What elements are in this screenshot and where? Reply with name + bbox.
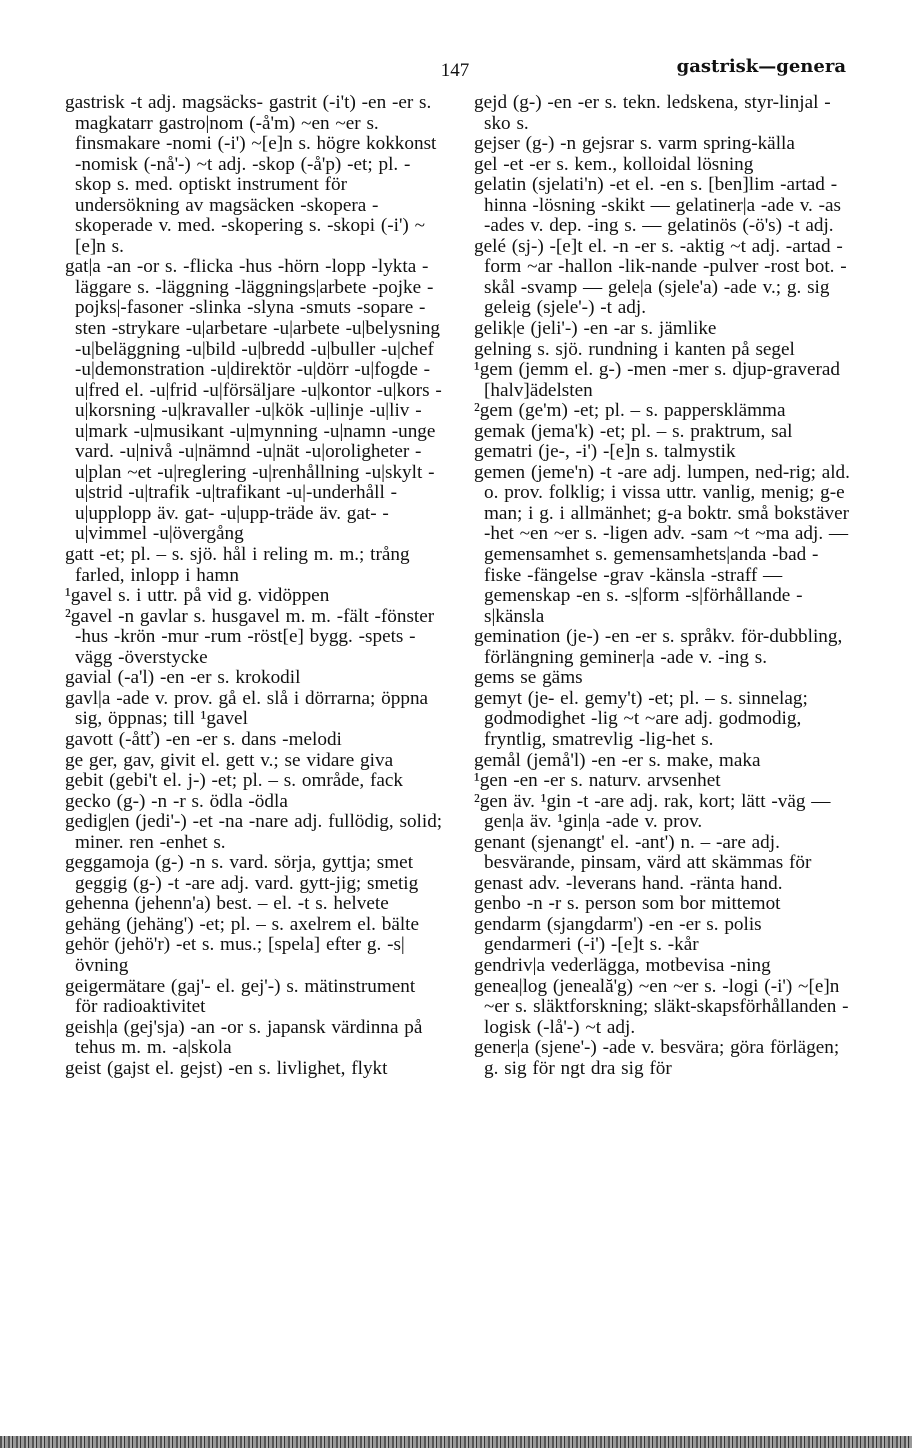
dictionary-entry: gel -et -er s. kem., kolloidal lösning xyxy=(474,153,754,175)
dictionary-entry: gavott (-åtť) -en -er s. dans -melodi xyxy=(65,728,342,750)
dictionary-entry: gejser (g-) -n gejsrar s. varm spring-källa xyxy=(474,133,795,155)
dictionary-entry: ¹gen -en -er s. naturv. arvsenhet xyxy=(474,770,721,792)
dictionary-entry: gemak (jema'k) -et; pl. – s. praktrum, sal xyxy=(474,420,793,442)
dictionary-entry: gatt -et; pl. – s. sjö. hål i reling m. m.; trång farled, inlopp i hamn xyxy=(65,544,410,586)
dictionary-entry: gelatin (sjelati'n) -et el. -en s. [ben]lim -artad -hinna -lösning -skikt — gelatiner|a -ade v. -as -ades v. dep. -ing s. — gelatinös (-ö's) -t adj. xyxy=(474,174,842,237)
dictionary-entry: gejd (g-) -en -er s. tekn. ledskena, styr-linjal -sko s. xyxy=(474,92,831,134)
dictionary-entry: ¹gavel s. i uttr. på vid g. vidöppen xyxy=(65,585,330,607)
dictionary-entry: gemyt (je- el. gemy't) -et; pl. – s. sinnelag; godmodighet -lig ~t ~are adj. godmodig, fryntlig, smatrevlig -lig-het s. xyxy=(474,687,808,750)
dictionary-entry: geist (gajst el. gejst) -en s. livlighet, flykt xyxy=(65,1057,388,1079)
running-head: gastrisk—genera xyxy=(676,56,846,77)
dictionary-entry: gemen (jeme'n) -t -are adj. lumpen, ned-rig; ald. o. prov. folklig; i vissa uttr. vanlig, menig; g-e man; i g. i allmänhet; g-a boktr. små bokstäver -het ~en ~er s. -ligen adv. -sam ~t ~ma adj. — gemensamhet s. gemensamhets|anda -bad -fiske -fängelse -grav -känsla -straff — gemenskap -en s. -s|form -s|förhållande -s|känsla xyxy=(474,461,850,627)
dictionary-entry: gastrisk -t adj. magsäcks- gastrit (-i't) -en -er s. magkatarr gastro|nom (-å'm) ~en ~er s. finsmakare -nomi (-i') ~[e]n s. högre kokkonst -nomisk (-nå'-) ~t adj. -skop (-å'p) -et; pl. -skop s. med. optiskt instrument för undersökning av magsäcken -skopera -skoperade v. med. -skopering s. -skopi (-i') ~[e]n s. xyxy=(65,92,437,257)
dictionary-entry: gendarm (sjangdarm') -en -er s. polis gendarmeri (-i') -[e]t s. -kår xyxy=(474,913,762,956)
dictionary-entry: ge ger, gav, givit el. gett v.; se vidare giva xyxy=(65,749,394,771)
dictionary-entry: gehäng (jehäng') -et; pl. – s. axelrem el. bälte xyxy=(65,913,420,935)
dictionary-entry: gemination (je-) -en -er s. språkv. för-dubbling, förlängning geminer|a -ade v. -ing s. xyxy=(474,626,843,668)
dictionary-entry: gelé (sj-) -[e]t el. -n -er s. -aktig ~t adj. -artad -form ~ar -hallon -lik-nande -pulver -rost bot. -skål -svamp — gele|a (sjele'a) -ade v.; g. sig geleig (sjele'-) -t adj. xyxy=(474,235,847,319)
dictionary-entry: ²gem (ge'm) -et; pl. – s. pappersklämma xyxy=(474,400,786,422)
page-number: 147 xyxy=(440,60,470,81)
dictionary-entry: gehenna (jehenn'a) best. – el. -t s. helvete xyxy=(65,893,389,915)
dictionary-entry: gemål (jemå'l) -en -er s. make, maka xyxy=(474,749,761,771)
left-column xyxy=(65,93,443,1079)
dictionary-entry: ²gen äv. ¹gin -t -are adj. rak, kort; lätt -väg — gen|a äv. ¹gin|a -ade v. prov. xyxy=(474,790,831,833)
dictionary-entry: gems se gäms xyxy=(474,667,583,689)
dictionary-entry: gecko (g-) -n -r s. ödla -ödla xyxy=(65,790,288,812)
dictionary-entry: ¹gem (jemm el. g-) -men -mer s. djup-graverad [halv]ädelsten xyxy=(474,359,840,401)
dictionary-entry: genast adv. -leverans hand. -ränta hand. xyxy=(474,872,783,894)
dictionary-entry: gedig|en (jedi'-) -et -na -nare adj. fullödig, solid; miner. ren -enhet s. xyxy=(65,811,443,853)
dictionary-entry: genbo -n -r s. person som bor mittemot xyxy=(474,893,781,915)
dictionary-entry: gelik|e (jeli'-) -en -ar s. jämlike xyxy=(474,318,717,340)
dictionary-entry: geggamoja (g-) -n s. vard. sörja, gyttja; smet geggig (g-) -t -are adj. vard. gytt-jig; smetig xyxy=(65,852,419,894)
dictionary-entry: genant (sjenangt' el. -ant') n. – -are adj. besvärande, pinsam, värd att skämmas för xyxy=(474,831,812,874)
dictionary-entry: gavial (-a'l) -en -er s. krokodil xyxy=(65,667,301,689)
scan-edge-artifact xyxy=(0,1436,912,1448)
right-column xyxy=(474,93,852,1079)
dictionary-entry: gener|a (sjene'-) -ade v. besvära; göra förlägen; g. sig för ngt dra sig för xyxy=(474,1037,840,1079)
dictionary-entry: gavl|a -ade v. prov. gå el. slå i dörrarna; öppna sig, öppnas; till ¹gavel xyxy=(65,687,429,730)
dictionary-entry: gat|a -an -or s. -flicka -hus -hörn -lopp -lykta -läggare s. -läggning -läggnings|arbete -pojke -pojks|-fasoner -slinka -slyna -smuts -sopare -sten -strykare -u|arbetare -u|arbete -u|belysning -u|beläggning -u|bild -u|bredd -u|buller -u|chef -u|demonstration -u|direktör -u|dörr -u|fogde -u|fred el. -u|frid -u|försäljare -u|kontor -u|kors -u|korsning -u|kravaller -u|kök -u|linje -u|liv -u|mark -u|musikant -u|mynning -u|namn -unge vard. -u|nivå -u|nämnd -u|nät -u|oroligheter -u|plan ~et -u|reglering -u|renhållning -u|skylt -u|strid -u|trafik -u|trafikant -u|-underhåll -u|upplopp äv. gat- -u|upp-träde äv. gat- -u|vimmel -u|övergång xyxy=(65,256,442,545)
dictionary-entry: geigermätare (gaj'- el. gej'-) s. mätinstrument för radioaktivitet xyxy=(65,975,416,1018)
dictionary-entry: geish|a (gej'sja) -an -or s. japansk värdinna på tehus m. m. -a|skola xyxy=(65,1016,423,1059)
dictionary-entry: genea|log (jeneală'g) ~en ~er s. -logi (-i') ~[e]n ~er s. släktforskning; släkt-skapsförhållanden -logisk (-lå'-) ~t adj. xyxy=(474,975,849,1038)
dictionary-entry: gehör (jehö'r) -et s. mus.; [spela] efter g. -s|övning xyxy=(65,934,405,976)
dictionary-entry: ²gavel -n gavlar s. husgavel m. m. -fält -fönster -hus -krön -mur -rum -röst[e] bygg. -spets -vägg -överstycke xyxy=(65,605,435,668)
dictionary-entry: gematri (je-, -i') -[e]n s. talmystik xyxy=(474,441,736,463)
dictionary-entry: gendriv|a vederlägga, motbevisa -ning xyxy=(474,954,771,976)
dictionary-entry: gelning s. sjö. rundning i kanten på segel xyxy=(474,338,795,360)
dictionary-entry: gebit (gebi't el. j-) -et; pl. – s. område, fack xyxy=(65,770,403,792)
